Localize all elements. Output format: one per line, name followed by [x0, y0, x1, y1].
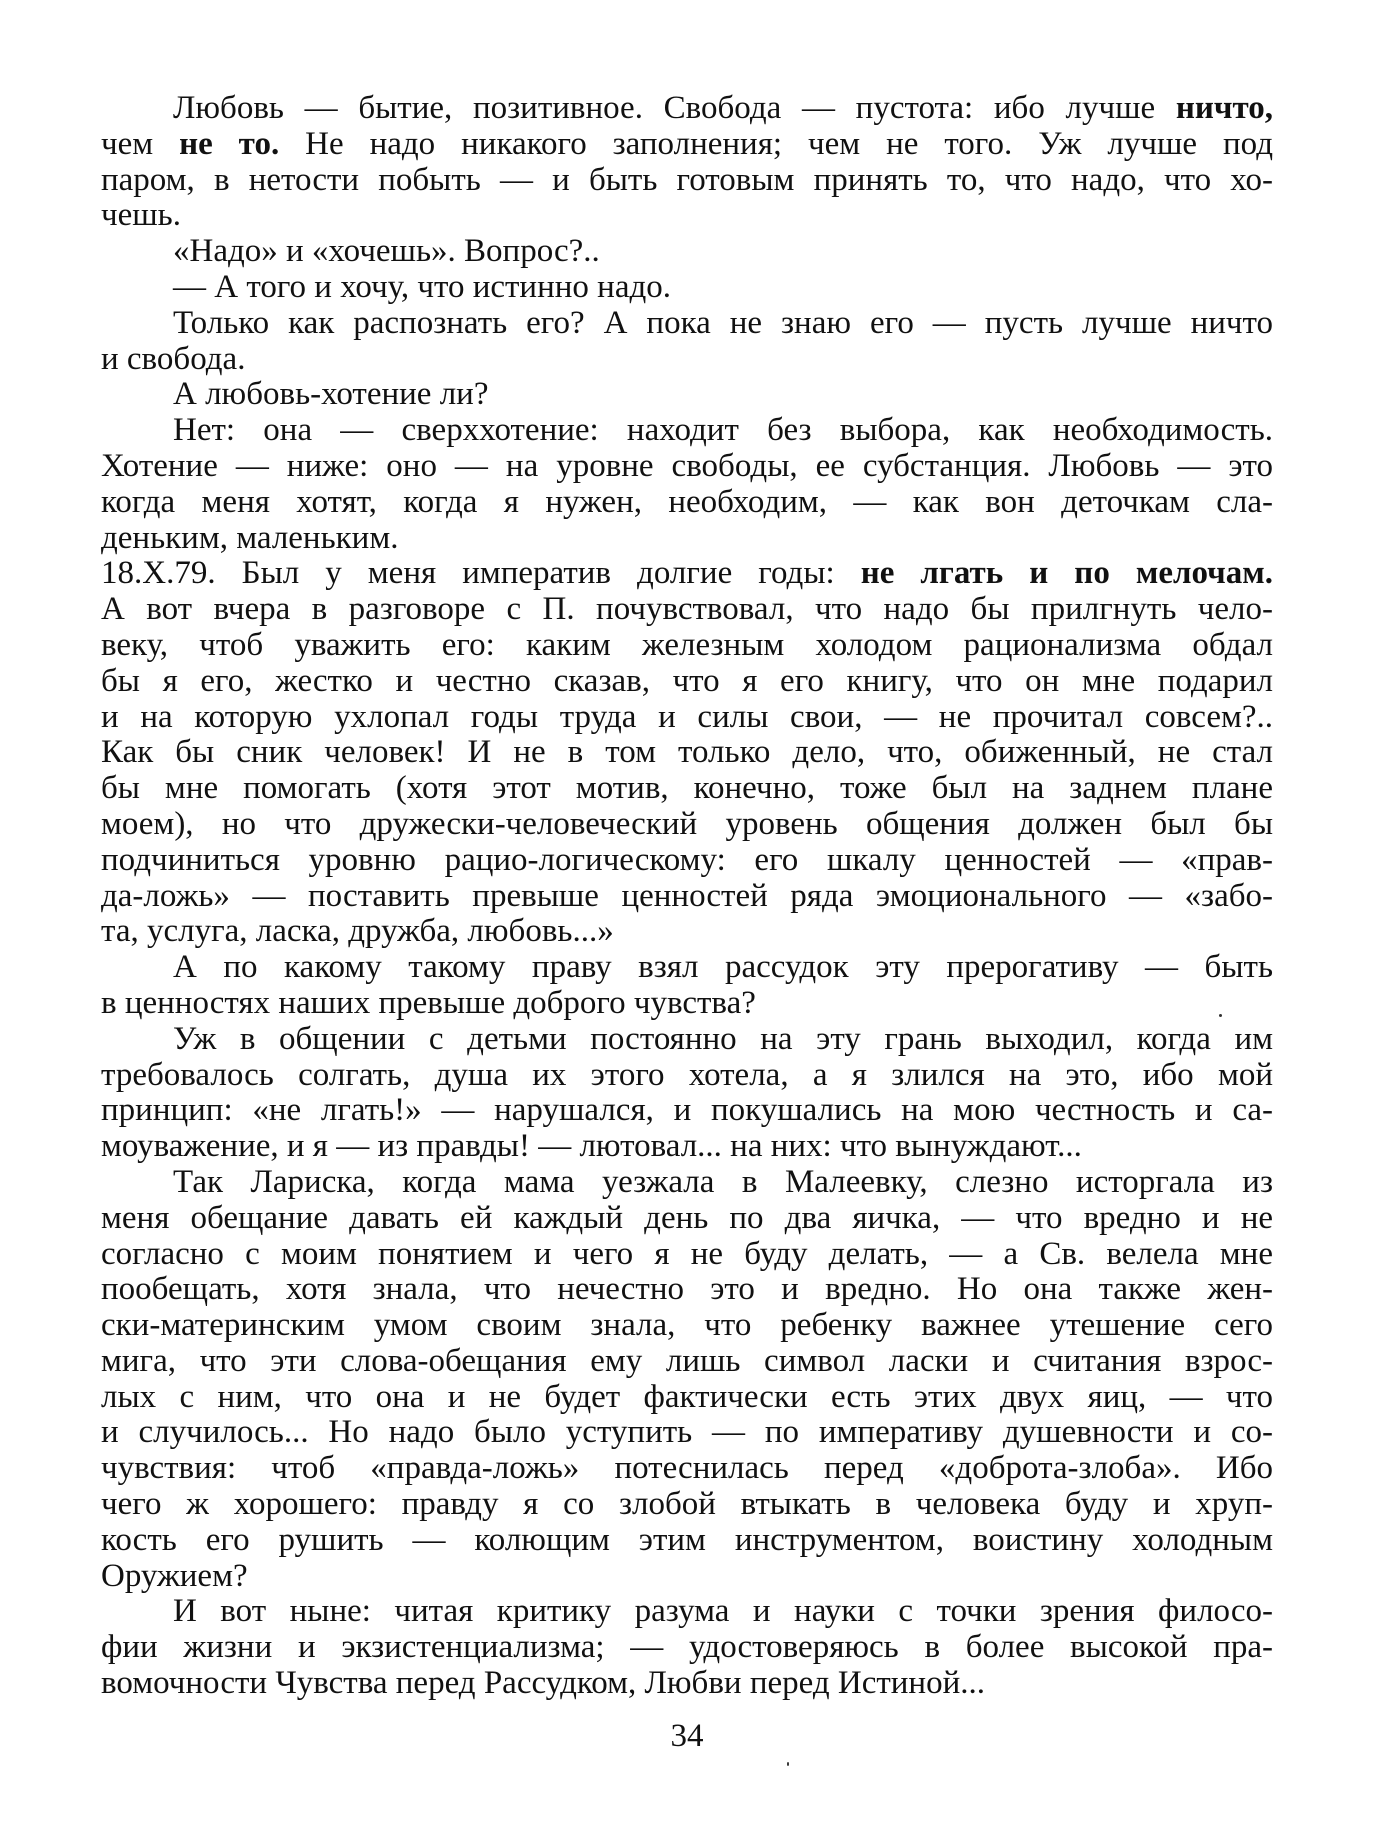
- text-run: 18.X.79. Был у меня императив долгие годы:: [101, 555, 861, 592]
- text-line: [101, 700, 1273, 736]
- text-run: вомочности Чувства перед Рассудком, Любви перед Истиной...: [101, 1665, 986, 1702]
- text-line: [101, 1272, 1273, 1308]
- text-run: А любовь-хотение ли?: [173, 376, 489, 413]
- text-line: [101, 807, 1273, 843]
- text-run: меня обещание давать ей каждый день по два яичка, — что вредно и не: [101, 1199, 1273, 1236]
- text-line: [101, 1058, 1273, 1094]
- text-line: [101, 413, 1273, 449]
- text-line: [101, 556, 1273, 592]
- text-run: деньким, маленьким.: [101, 519, 399, 556]
- text-line: [101, 485, 1273, 521]
- bold-text: не лгать и по мелочам.: [860, 555, 1273, 592]
- text-line: [101, 91, 1273, 127]
- text-line: [101, 1487, 1273, 1523]
- text-run: Только как распознать его? А пока не знаю его — пусть лучше ничто: [173, 304, 1273, 341]
- text-line: [101, 270, 1273, 306]
- text-run: бы мне помогать (хотя этот мотив, конечно, тоже был на заднем плане: [101, 770, 1273, 807]
- text-line: [101, 1523, 1273, 1559]
- text-run: Любовь — бытие, позитивное. Свобода — пустота: ибо лучше: [173, 90, 1176, 126]
- text-run: Хотение — ниже: оно — на уровне свободы, ее субстанция. Любовь — это: [101, 447, 1273, 484]
- page-number: 34: [670, 1718, 704, 1754]
- scan-speck: [787, 1762, 789, 1766]
- text-line: [101, 234, 1273, 270]
- text-line: [101, 1308, 1273, 1344]
- text-line: [101, 664, 1273, 700]
- text-line: [101, 1129, 1273, 1165]
- text-run: чем: [101, 125, 180, 162]
- text-run: да-ложь» — поставить превыше ценностей ряда эмоционального — «забо-: [101, 877, 1273, 914]
- text-line: [101, 1093, 1273, 1129]
- text-line: [101, 342, 1273, 378]
- text-run: Уж в общении с детьми постоянно на эту грань выходил, когда им: [173, 1020, 1273, 1057]
- text-run: — А того и хочу, что истинно надо.: [173, 268, 672, 305]
- text-line: [101, 843, 1273, 879]
- text-line: [101, 127, 1273, 163]
- text-line: [101, 1165, 1273, 1201]
- text-line: [101, 1344, 1273, 1380]
- text-run: принцип: «не лгать!» — нарушался, и покушались на мою честность и са-: [101, 1092, 1273, 1129]
- text-line: [101, 1594, 1273, 1630]
- text-run: та, услуга, ласка, дружба, любовь...»: [101, 913, 614, 950]
- text-run: мига, что эти слова-обещания ему лишь символ ласки и считания взрос-: [101, 1342, 1273, 1379]
- text-line: [101, 1022, 1273, 1058]
- text-line: [101, 628, 1273, 664]
- text-line: [101, 1201, 1273, 1237]
- text-run: моуважение, и я — из правды! — лютовал... на них: что вынуждают...: [101, 1128, 1082, 1165]
- text-line: [101, 1666, 1273, 1702]
- text-run: Как бы сник человек! И не в том только дело, что, обиженный, не стал: [101, 734, 1273, 771]
- text-line: [101, 163, 1273, 199]
- text-run: чувствия: чтоб «правда-ложь» потеснилась перед «доброта-злоба». Ибо: [101, 1450, 1273, 1487]
- text-run: чешь.: [101, 197, 181, 234]
- text-run: требовалось солгать, душа их этого хотела, а я злился на это, ибо мой: [101, 1056, 1273, 1093]
- text-run: бы я его, жестко и честно сказав, что я его книгу, что он мне подарил: [101, 662, 1273, 699]
- text-run: А вот вчера в разговоре с П. почувствовал, что надо бы прилгнуть чело-: [101, 591, 1273, 628]
- text-line: [101, 914, 1273, 950]
- text-run: и на которую ухлопал годы труда и силы свои, — не прочитал совсем?..: [101, 698, 1273, 735]
- text-run: в ценностях наших превыше доброго чувства?: [101, 984, 756, 1021]
- text-line: [101, 521, 1273, 557]
- text-run: «Надо» и «хочешь». Вопрос?..: [173, 233, 600, 270]
- page-body-text: [101, 91, 1273, 1702]
- scan-speck: [1219, 1014, 1222, 1017]
- text-run: пообещать, хотя знала, что нечестно это и вредно. Но она также жен-: [101, 1271, 1273, 1308]
- text-run: Так Лариска, когда мама уезжала в Малеевку, слезно исторгала из: [173, 1163, 1273, 1200]
- text-line: [101, 198, 1273, 234]
- text-run: моем), но что дружески-человеческий уровень общения должен был бы: [101, 805, 1273, 842]
- text-line: [101, 1451, 1273, 1487]
- text-run: И вот ныне: читая критику разума и науки с точки зрения филосо-: [173, 1593, 1273, 1630]
- text-run: согласно с моим понятием и чего я не буду делать, — а Св. велела мне: [101, 1235, 1273, 1272]
- text-run: ски-материнским умом своим знала, что ребенку важнее утешение сего: [101, 1307, 1273, 1344]
- text-run: веку, чтоб уважить его: каким железным холодом рационализма обдал: [101, 626, 1273, 663]
- text-run: фии жизни и экзистенциализма; — удостоверяюсь в более высокой пра-: [101, 1629, 1273, 1666]
- text-run: когда меня хотят, когда я нужен, необходим, — как вон деточкам сла-: [101, 483, 1273, 520]
- text-line: [101, 1237, 1273, 1273]
- text-line: [101, 1559, 1273, 1595]
- text-line: [101, 1415, 1273, 1451]
- text-run: Не надо никакого заполнения; чем не того. Уж лучше под: [279, 125, 1273, 162]
- text-line: [101, 735, 1273, 771]
- text-line: [101, 377, 1273, 413]
- bold-text: не то.: [179, 125, 280, 162]
- text-run: Нет: она — сверххотение: находит без выбора, как необходимость.: [173, 412, 1273, 449]
- text-run: паром, в нетости побыть — и быть готовым принять то, что надо, что хо-: [101, 161, 1273, 198]
- text-line: [101, 1630, 1273, 1666]
- text-line: [101, 306, 1273, 342]
- text-line: [101, 879, 1273, 915]
- text-run: А по какому такому праву взял рассудок эту прерогативу — быть: [173, 949, 1273, 986]
- text-run: чего ж хорошего: правду я со злобой втыкать в человека буду и хруп-: [101, 1486, 1273, 1523]
- bold-text: ничто,: [1175, 90, 1273, 126]
- text-line: [101, 771, 1273, 807]
- text-line: [101, 1380, 1273, 1416]
- text-line: [101, 986, 1273, 1022]
- text-run: Оружием?: [101, 1557, 248, 1594]
- text-run: лых с ним, что она и не будет фактически есть этих двух яиц, — что: [101, 1378, 1273, 1415]
- text-line: [101, 449, 1273, 485]
- text-line: [101, 950, 1273, 986]
- text-run: кость его рушить — колющим этим инструментом, воистину холодным: [101, 1521, 1273, 1558]
- text-run: подчиниться уровню рацио-логическому: его шкалу ценностей — «прав-: [101, 841, 1273, 878]
- text-run: и свобода.: [101, 340, 246, 377]
- text-line: [101, 592, 1273, 628]
- text-run: и случилось... Но надо было уступить — по императиву душевности и со-: [101, 1414, 1273, 1451]
